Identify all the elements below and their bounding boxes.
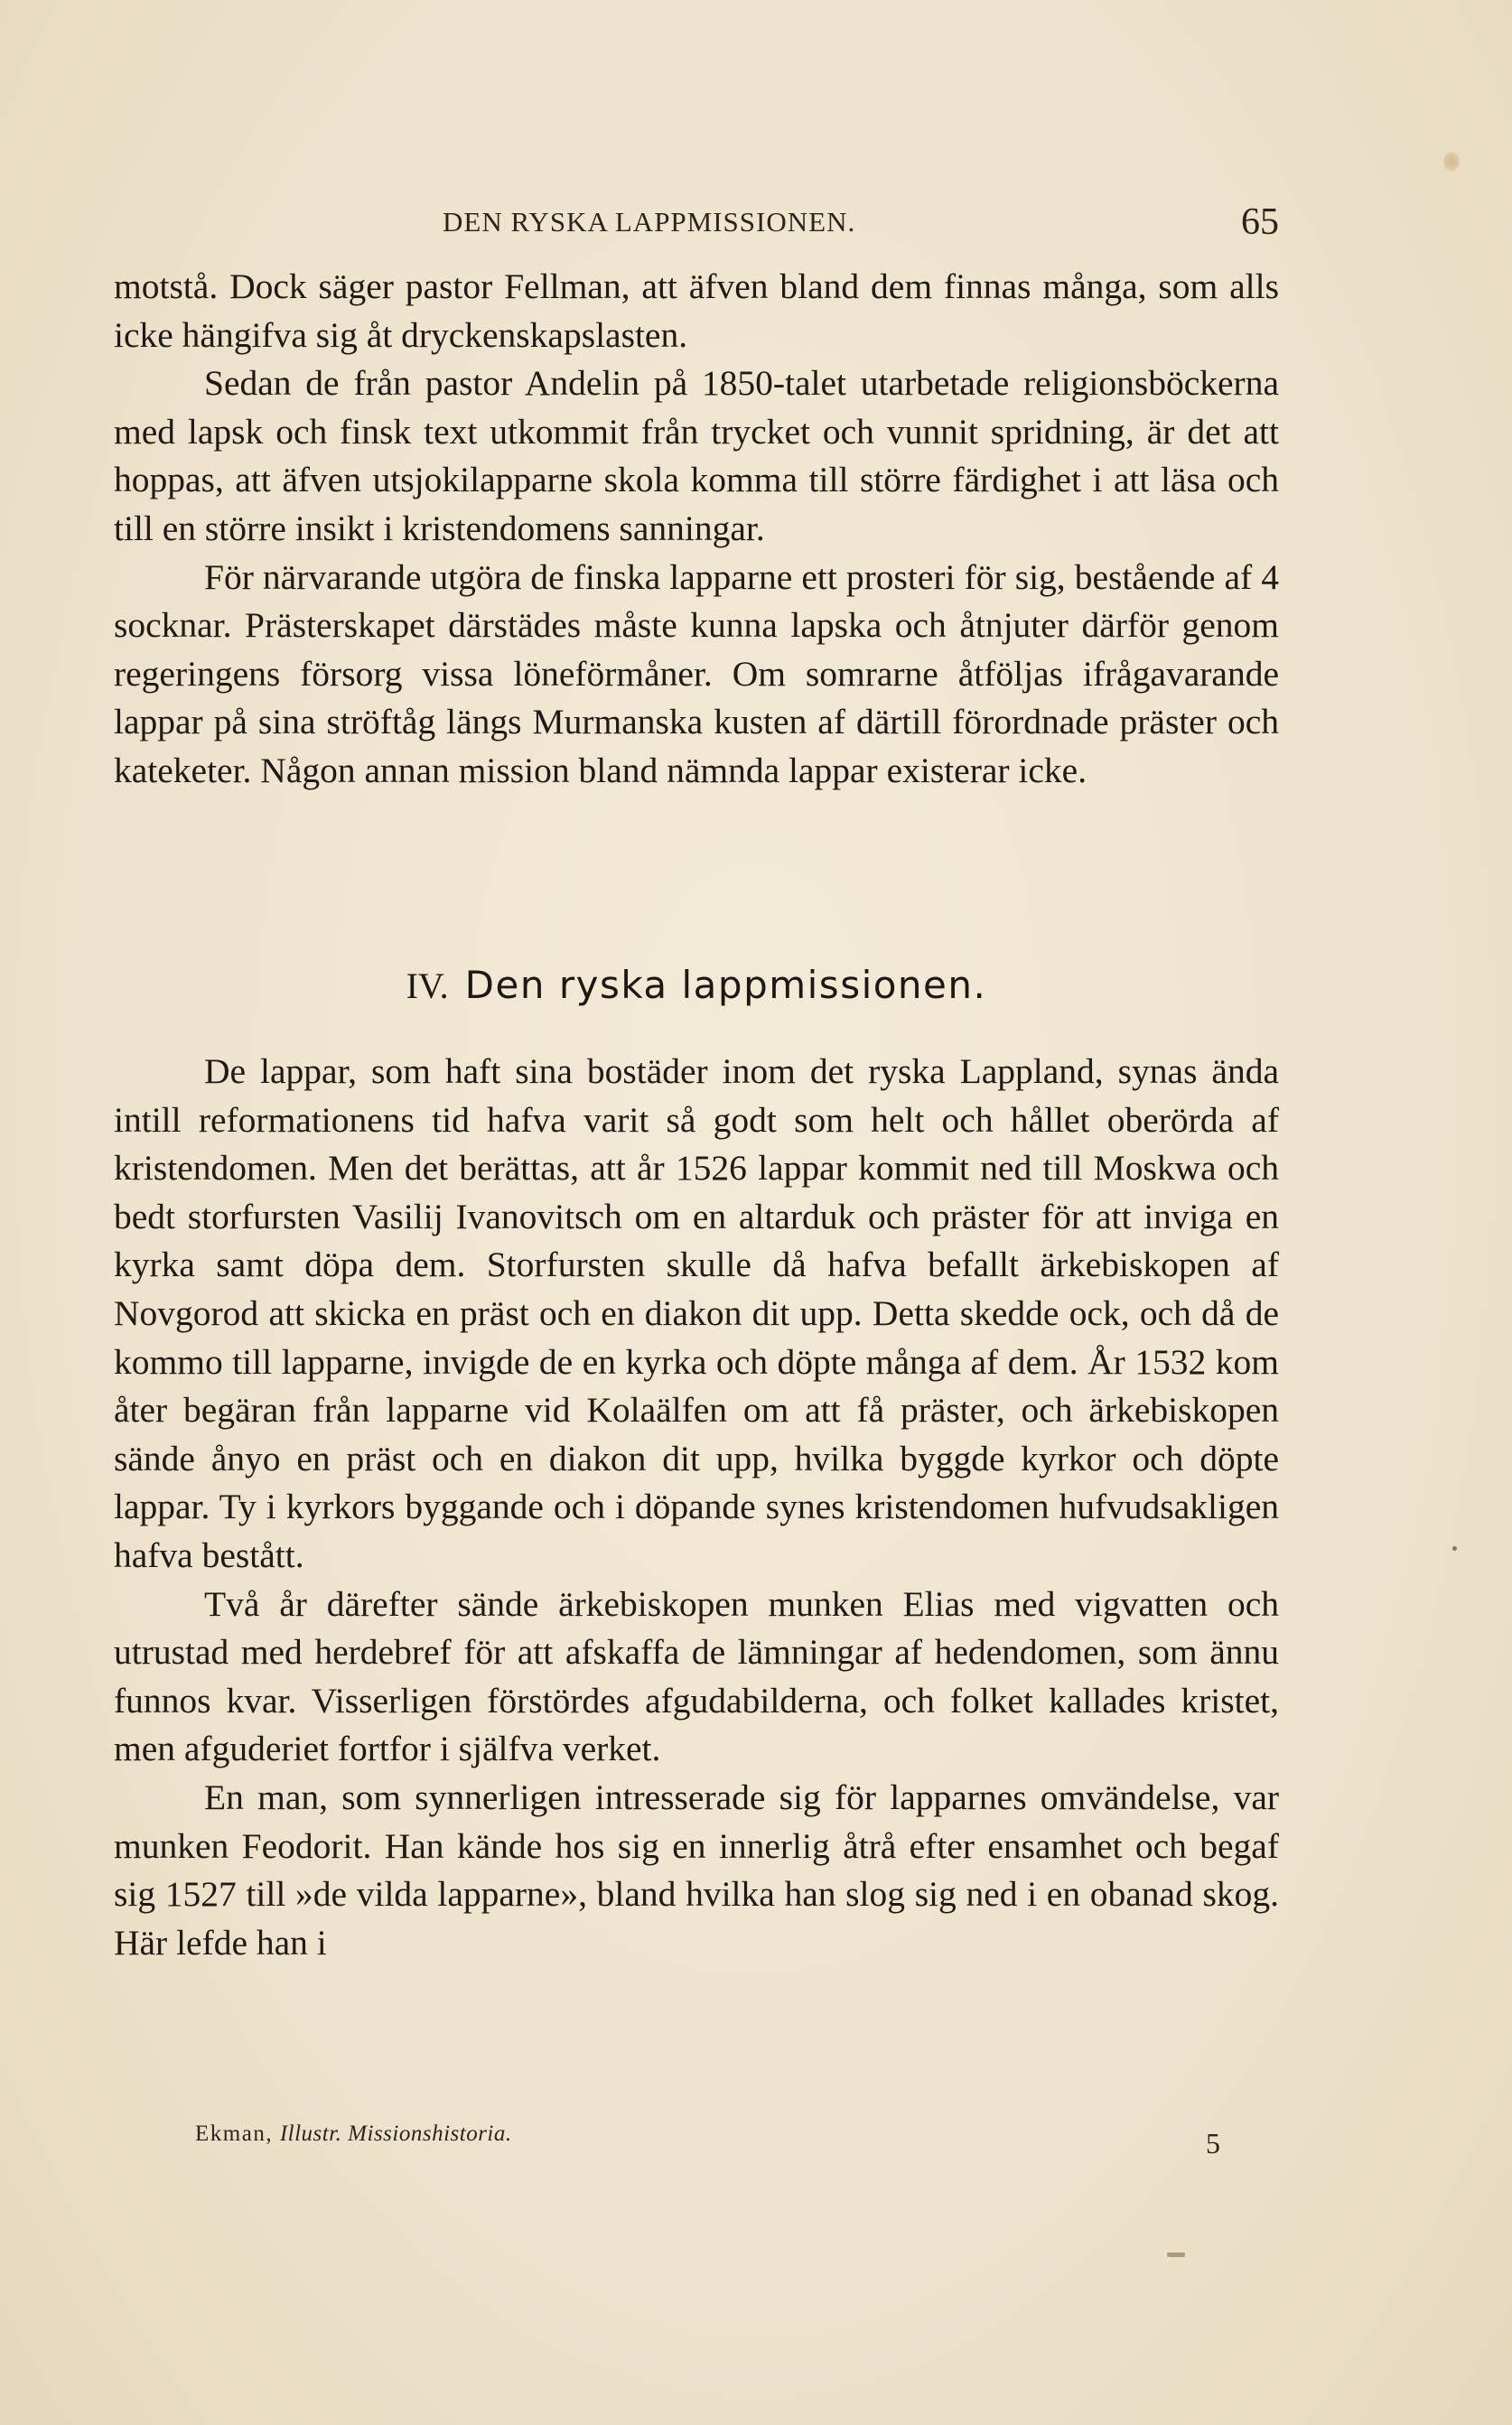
paragraph: Sedan de från pastor Andelin på 1850-talet utarbetade religionsböckerna med lapsk och finsk text utkommit från trycket och vunnit spridning, är det att hoppas, att äfven utsjokilapparne skola komma till större färdighet i att läsa och till en större insikt i kristendomens sanningar. xyxy=(114,363,1279,548)
text-block-section xyxy=(114,1048,1279,1967)
paper-mark xyxy=(1167,2252,1185,2257)
paper-stain xyxy=(1443,152,1460,172)
footer-author: Ekman, xyxy=(195,2122,274,2146)
footer-work: Illustr. Missionshistoria. xyxy=(279,2122,512,2146)
paragraph: För närvarande utgöra de finska lapparne ett prosteri för sig, bestående af 4 socknar. Prästerskapet därstädes måste kunna lapska och åtnjuter därför genom regeringens försorg vissa löneförmåner. Om somrarne åtföljas ifrågavarande lappar på sina ströftåg längs Murmanska kusten af därtill förordnade präster och kateketer. Någon annan mission bland nämnda lappar existerar icke. xyxy=(114,556,1279,790)
paragraph: En man, som synnerligen intresserade sig för lapparnes omvändelse, var munken Feodorit. Han kände hos sig en innerlig åtrå efter ensamhet och begaf sig 1527 till »de vilda lapparne», bland hvilka han slog sig ned i en obanad skog. Här lefde han i xyxy=(114,1777,1279,1963)
signature-mark: 5 xyxy=(1206,2127,1220,2159)
paragraph: Två år därefter sände ärkebiskopen munken Elias med vigvatten och utrustad med herdebref för att afskaffa de lämningar af hedendomen, som ännu funnos kvar. Visserligen förstördes afgudabilderna, och folket kallades kristet, men afguderiet fortfor i själfva verket. xyxy=(114,1583,1279,1769)
paragraph: De lappar, som haft sina bostäder inom det ryska Lappland, synas ända intill reformationens tid hafva varit så godt som helt och hållet oberörda af kristendomen. Men det berättas, att år 1526 lappar kommit ned till Moskwa och bedt storfursten Vasilij Ivanovitsch om en altarduk och präster för att inviga en kyrka samt döpa dem. Storfursten skulle då hafva befallt ärkebiskopen af Novgorod att skicka en präst och en diakon dit upp. Detta skedde ock, och då de kommo till lapparne, invigde de en kyrka och döpte många af dem. År 1532 kom åter begäran från lapparne vid Kolaälfen om att få präster, och ärkebiskopen sände ånyo en präst och en diakon dit upp, hvilka byggde kyrkor och döpte lappar. Ty i kyrkors byggande och i döpande synes kristendomen hufvudsakligen hafva bestått. xyxy=(114,1051,1279,1575)
page-number: 65 xyxy=(1241,201,1279,243)
section-title: Den ryska lappmissionen. xyxy=(464,963,987,1007)
paragraph: motstå. Dock säger pastor Fellman, att äfven bland dem finnas många, som alls icke hängifva sig åt dryckenskapslasten. xyxy=(114,266,1279,355)
page-header xyxy=(114,201,1279,255)
footer-citation xyxy=(195,2122,512,2147)
section-number: IV. xyxy=(406,965,449,1006)
running-title: DEN RYSKA LAPPMISSIONEN. xyxy=(443,206,856,238)
section-heading xyxy=(114,963,1279,1007)
ink-speck xyxy=(1452,1546,1457,1551)
text-block-intro xyxy=(114,263,1279,796)
